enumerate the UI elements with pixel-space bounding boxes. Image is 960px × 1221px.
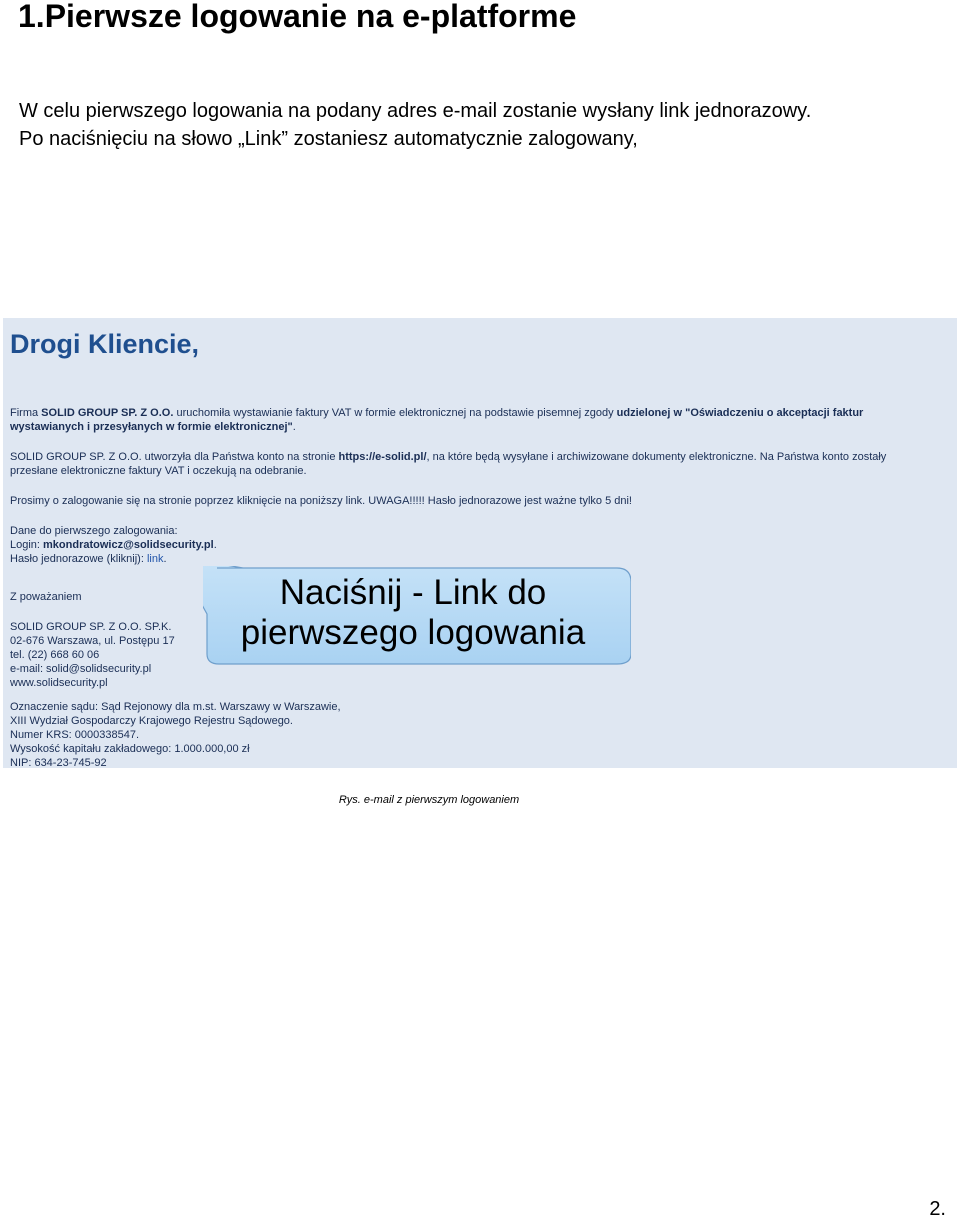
p1-consent-text: udzielonej w "Oświadczeniu o akceptacji faktur wystawianych i przesyłanych w formie elektronicznej" [10, 407, 864, 433]
callout-line-1: Naciśnij - Link do [279, 573, 547, 612]
email-legal-info [10, 700, 410, 770]
intro-text [19, 97, 811, 153]
password-label: Hasło jednorazowe (kliknij): [10, 553, 147, 565]
p2-url-link[interactable]: https://e-solid.pl/ [338, 451, 427, 463]
signature-phone: tel. (22) 668 60 06 [10, 649, 100, 661]
email-paragraph-account [10, 450, 925, 478]
court-line-2: XIII Wydział Gospodarczy Krajowego Rejestru Sądowego. [10, 715, 293, 727]
login-row [10, 538, 410, 552]
signature-email: e-mail: solid@solidsecurity.pl [10, 663, 152, 675]
email-login-data [10, 524, 410, 566]
court-line-5: NIP: 634-23-745-92 [10, 757, 107, 769]
email-paragraph-activation [10, 406, 925, 434]
callout-bubble [203, 566, 631, 666]
figure-caption: Rys. e-mail z pierwszym logowaniem [338, 794, 520, 806]
email-regards: Z poważaniem [10, 591, 82, 603]
p2-text-b: , na które będą wysyłane i archiwizowane dokumenty elektroniczne. Na Państwa konto zostały przesłane elektroniczne faktury VAT i oczekują na odebranie. [10, 451, 887, 477]
login-header: Dane do pierwszego zalogowania: [10, 525, 178, 537]
password-suffix: . [163, 553, 167, 565]
login-value: mkondratowicz@solidsecurity.pl [43, 539, 214, 551]
email-paragraph-warning: Prosimy o zalogowanie się na stronie poprzez kliknięcie na poniższy link. UWAGA!!!!! Hasło jednorazowe jest ważne tylko 5 dni! [10, 495, 632, 507]
court-line-1: Oznaczenie sądu: Sąd Rejonowy dla m.st. Warszawy w Warszawie, [10, 701, 341, 713]
email-greeting: Drogi Kliencie, [10, 329, 200, 359]
signature-address: 02-676 Warszawa, ul. Postępu 17 [10, 635, 175, 647]
court-line-4: Wysokość kapitału zakładowego: 1.000.000,00 zł [10, 743, 250, 755]
p1-text-a: Firma [10, 407, 42, 419]
login-suffix: . [213, 539, 217, 551]
email-screenshot [3, 318, 957, 768]
callout-line-2: pierwszego logowania [240, 613, 586, 652]
login-label: Login: [10, 539, 44, 551]
p1-text-b: uruchomiła wystawianie faktury VAT w formie elektronicznej na podstawie pisemnej zgody [173, 407, 617, 419]
intro-line-2: Po naciśnięciu na słowo „Link” zostaniesz automatycznie zalogowany, [19, 128, 638, 150]
signature-company: SOLID GROUP SP. Z O.O. SP.K. [10, 621, 172, 633]
signature-website: www.solidsecurity.pl [10, 677, 108, 689]
court-line-3: Numer KRS: 0000338547. [10, 729, 140, 741]
page-heading: 1.Pierwsze logowanie na e-platforme [18, 0, 577, 34]
p1-text-d: . [292, 421, 296, 433]
p2-text-a: SOLID GROUP SP. Z O.O. utworzyła dla Państwa konto na stronie [10, 451, 339, 463]
intro-line-1: W celu pierwszego logowania na podany adres e-mail zostanie wysłany link jednorazowy. [19, 100, 812, 122]
page-number: 2. [929, 1198, 946, 1220]
password-row [10, 552, 410, 566]
p1-company: SOLID GROUP SP. Z O.O. [41, 407, 174, 419]
callout-text [203, 573, 623, 653]
password-link[interactable]: link [146, 553, 164, 565]
